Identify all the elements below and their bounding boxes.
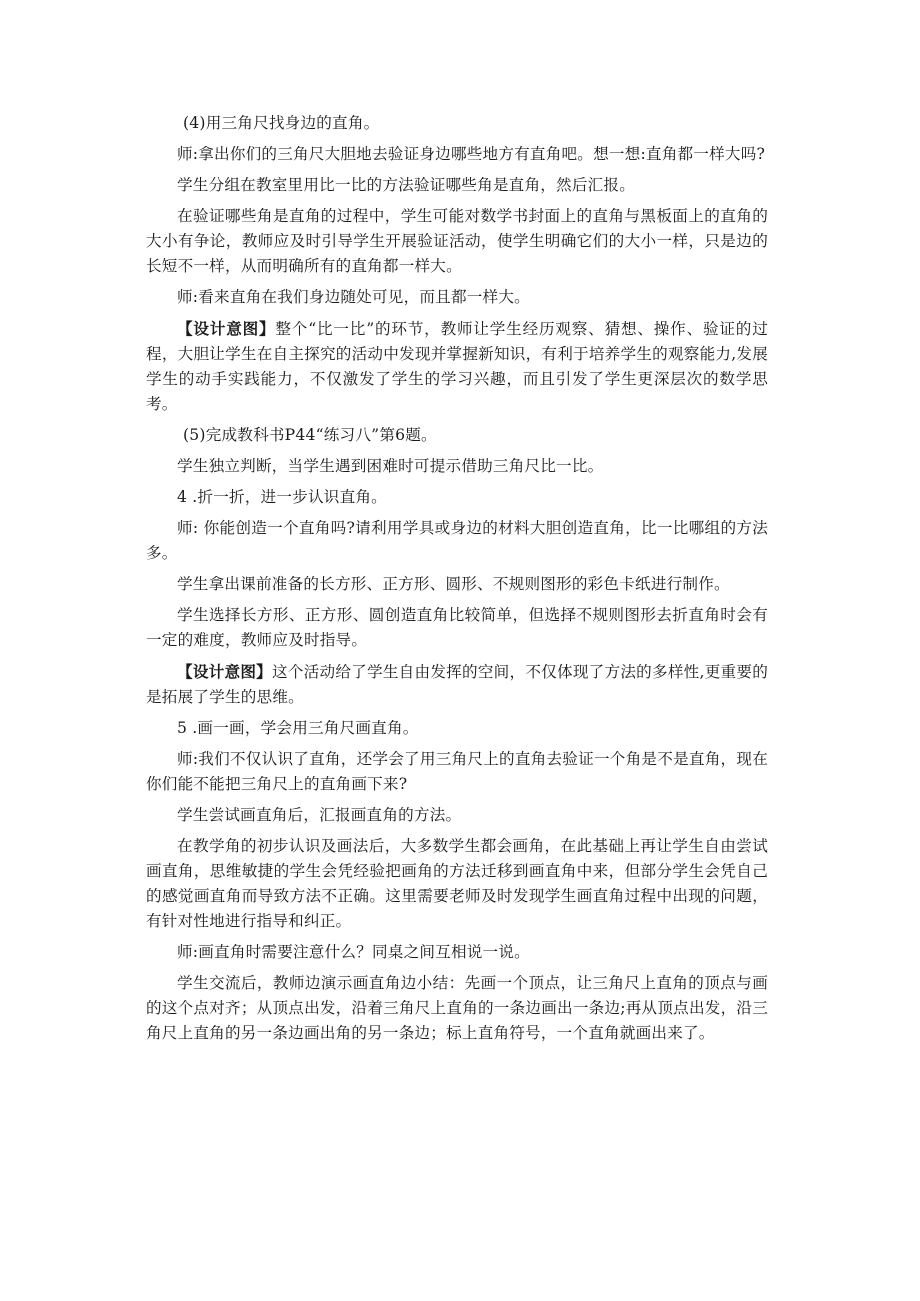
paragraph-step-4-sub: (4)用三角尺找身边的直角。 — [183, 114, 380, 132]
paragraph-teacher-attention: 师:画直角时需要注意什么？同桌之间互相说一说。 — [177, 943, 530, 961]
paragraph-student-judge: 学生独立判断，当学生遇到困难时可提示借助三角尺比一比。 — [177, 457, 604, 475]
paragraph-student-try: 学生尝试画直角后，汇报画直角的方法。 — [177, 806, 462, 824]
paragraph-student-choose: 学生选择长方形、正方形、圆创造直角比较简单，但选择不规则图形去折直角时会有一定的难度，教师应及时指导。 — [146, 606, 768, 649]
document-body — [146, 111, 768, 1052]
paragraph-step-5-sub: (5)完成教科书P44“练习八”第6题。 — [183, 426, 437, 444]
paragraph-method-summary: 学生交流后，教师边演示画直角边小结：先画一个顶点，让三角尺上直角的顶点与画的这个点对齐；从顶点出发，沿着三角尺上直角的一条边画出一条边;再从顶点出发，沿三角尺上直角的另一条边画出角的另一条边；标上直角符号，一个直角就画出来了。 — [146, 974, 768, 1042]
paragraph-design-intent-2: 【设计意图】这个活动给了学生自由发挥的空间，不仅体现了方法的多样性,更重要的是拓展了学生的思维。 — [146, 662, 769, 706]
paragraph-student-make: 学生拿出课前准备的长方形、正方形、圆形、不规则图形的彩色卡纸进行制作。 — [177, 575, 730, 593]
paragraph-teacher-draw: 师:我们不仅认识了直角，还学会了用三角尺上的直角去验证一个角是不是直角，现在你们能不能把三角尺上的直角画下来? — [146, 750, 768, 793]
paragraph-teacher-summary: 师:看来直角在我们身边随处可见，而且都一样大。 — [177, 288, 530, 306]
paragraph-design-intent: 【设计意图】整个“比一比”的环节，教师让学生经历观察、猜想、操作、验证的过程，大胆让学生在自主探究的活动中发现并掌握新知识，有利于培养学生的观察能力,发展学生的动手实践能力，不仅激发了学生的学习兴趣，而且引发了学生更深层次的数学思考。 — [146, 319, 768, 413]
paragraph-teacher-prompt: 师:拿出你们的三角尺大胆地去验证身边哪些地方有直角吧。想一想:直角都一样大吗? — [177, 145, 766, 163]
paragraph-teaching-note: 在教学角的初步认识及画法后，大多数学生都会画角，在此基础上再让学生自由尝试画直角，思维敏捷的学生会凭经验把画角的方法迁移到画直角中来，但部分学生会凭自己的感觉画直角而导致方法不正确。这里需要老师及时发现学生画直角过程中出现的问题，有针对性地进行指导和纠正。 — [146, 837, 768, 930]
paragraph-student-activity: 学生分组在教室里用比一比的方法验证哪些角是直角，然后汇报。 — [177, 176, 636, 194]
design-intent-tag: 【设计意图】 — [177, 662, 273, 681]
section-heading-fold: 4 .折一折，进一步认识直角。 — [177, 488, 387, 506]
design-intent-tag: 【设计意图】 — [177, 319, 276, 338]
paragraph-guidance: 在验证哪些角是直角的过程中，学生可能对数学书封面上的直角与黑板面上的直角的大小有争论，教师应及时引导学生开展验证活动，使学生明确它们的大小一样，只是边的长短不一样，从而明确所有的直角都一样大。 — [146, 207, 768, 275]
paragraph-teacher-create: 师: 你能创造一个直角吗?请利用学具或身边的材料大胆创造直角，比一比哪组的方法多。 — [146, 519, 768, 562]
section-heading-draw: 5 .画一画，学会用三角尺画直角。 — [177, 719, 419, 737]
